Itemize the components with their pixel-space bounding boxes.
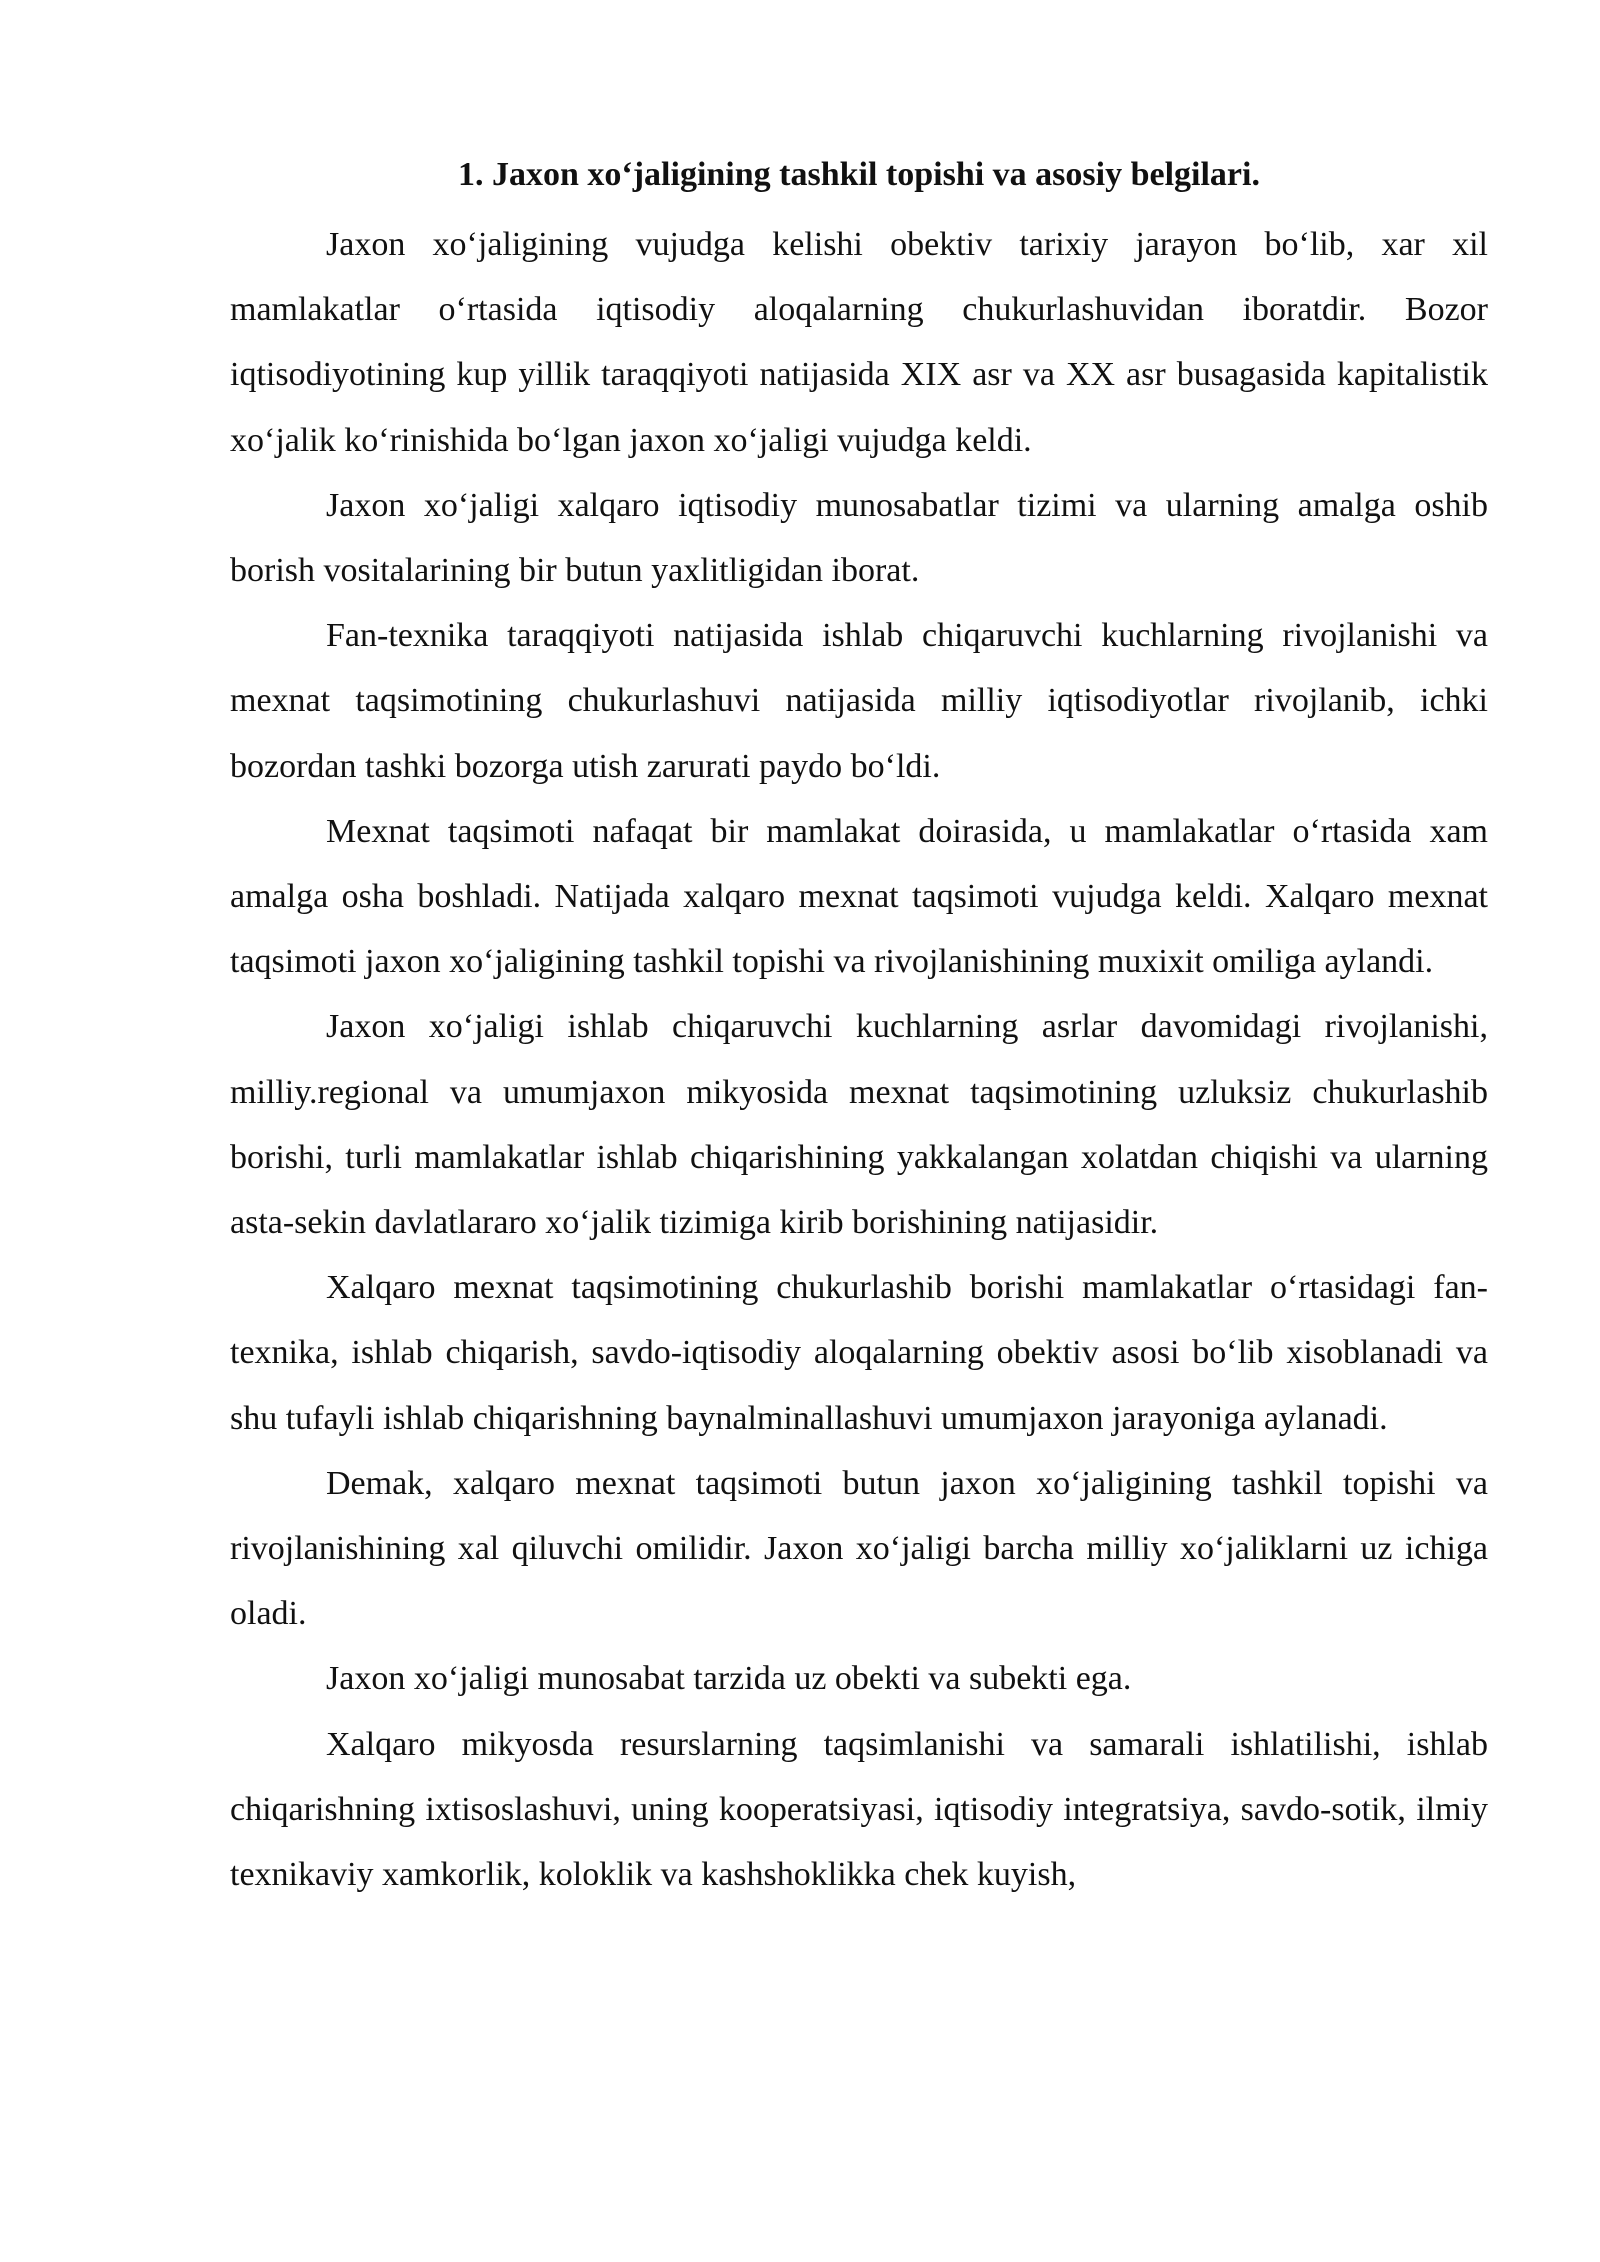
paragraph: Demak, xalqaro mexnat taqsimoti butun jaxon xo‘jaligining tashkil topishi va rivojlanishining xal qiluvchi omilidir. Jaxon xo‘jaligi barcha milliy xo‘jaliklarni uz ichiga oladi. [230, 1464, 1488, 1633]
paragraph: Xalqaro mikyosda resurslarning taqsimlanishi va samarali ishlatilishi, ishlab chiqarishning ixtisoslashuvi, uning kooperatsiyasi, iqtisodiy integratsiya, savdo-sotik, ilmiy texnikaviy xamkorlik, koloklik va kashshoklikka chek kuyish, [230, 1725, 1488, 1894]
paragraph: Fan-texnika taraqqiyoti natijasida ishlab chiqaruvchi kuchlarning rivojlanishi va mexnat taqsimotining chukurlashuvi natijasida milliy iqtisodiyotlar rivojlanib, ichki bozordan tashki bozorga utish zarurati paydo bo‘ldi. [230, 617, 1488, 785]
paragraph: Jaxon xo‘jaligi munosabat tarzida uz obekti va subekti ega. [326, 1660, 1132, 1698]
paragraph: Jaxon xo‘jaligi ishlab chiqaruvchi kuchlarning asrlar davomidagi rivojlanishi, milliy.regional va umumjaxon mikyosida mexnat taqsimotining uzluksiz chukurlashib borishi, turli mamlakatlar ishlab chiqarishining yakkalangan xolatdan chiqishi va ularning asta-sekin davlatlararo xo‘jalik tizimiga kirib borishining natijasidir. [230, 1008, 1488, 1242]
paragraph: Mexnat taqsimoti nafaqat bir mamlakat doirasida, u mamlakatlar o‘rtasida xam amalga osha boshladi. Natijada xalqaro mexnat taqsimoti vujudga keldi. Xalqaro mexnat taqsimoti jaxon xo‘jaligining tashkil topishi va rivojlanishining muxixit omiliga aylandi. [230, 812, 1488, 981]
document-page [230, 148, 1488, 1907]
section-title: 1. Jaxon xo‘jaligining tashkil topishi va asosiy belgilari. [458, 156, 1260, 193]
paragraph: Xalqaro mexnat taqsimotining chukurlashib borishi mamlakatlar o‘rtasidagi fan-texnika, ishlab chiqarish, savdo-iqtisodiy aloqalarning obektiv asosi bo‘lib xisoblanadi va shu tufayli ishlab chiqarishning baynalminallashuvi umumjaxon jarayoniga aylanadi. [230, 1269, 1488, 1437]
paragraph: Jaxon xo‘jaligining vujudga kelishi obektiv tarixiy jarayon bo‘lib, xar xil mamlakatlar o‘rtasida iqtisodiy aloqalarning chukurlashuvidan iboratdir. Bozor iqtisodiyotining kup yillik taraqqiyoti natijasida XIX asr va XX asr busagasida kapitalistik xo‘jalik ko‘rinishida bo‘lgan jaxon xo‘jaligi vujudga keldi. [230, 226, 1488, 459]
paragraph: Jaxon xo‘jaligi xalqaro iqtisodiy munosabatlar tizimi va ularning amalga oshib borish vositalarining bir butun yaxlitligidan iborat. [230, 486, 1488, 590]
